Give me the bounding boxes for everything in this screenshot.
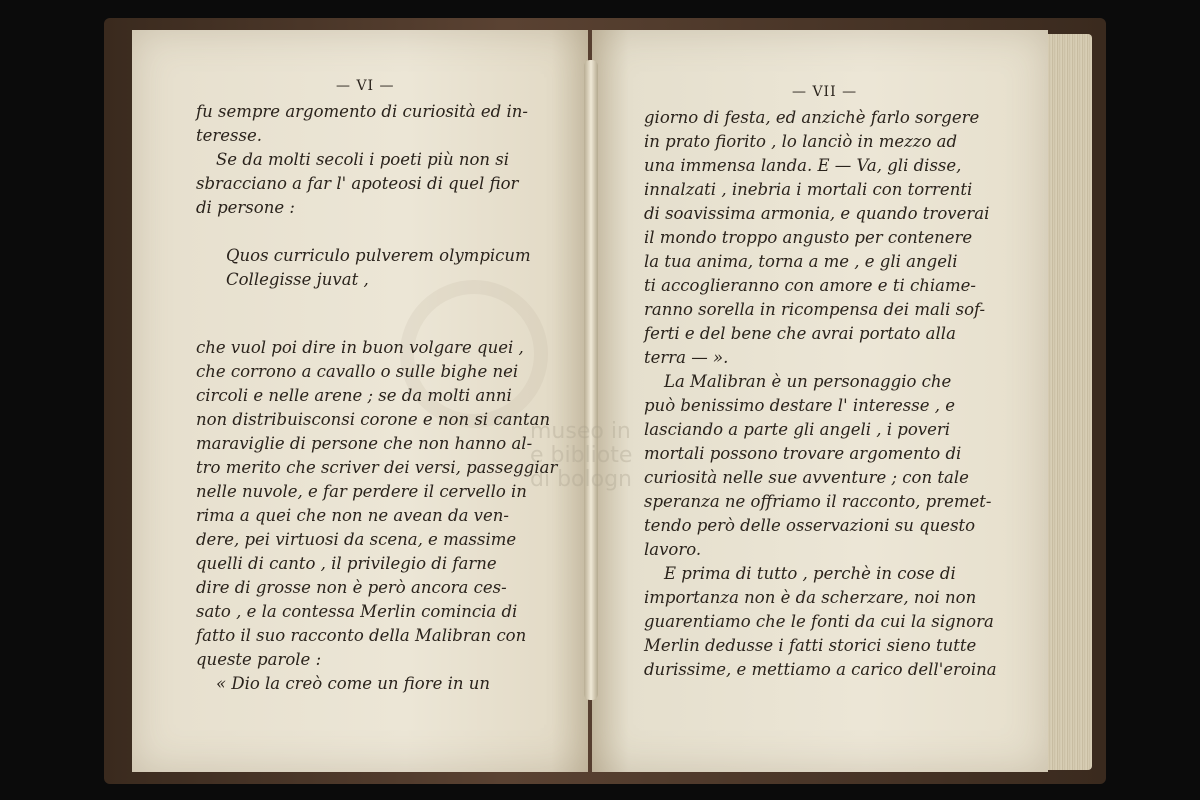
quote-line: Quos curriculo pulverem olympicum <box>226 246 531 265</box>
text-line: ferti e del bene che avrai portato alla <box>644 324 956 343</box>
text-line: importanza non è da scherzare, noi non <box>644 588 977 607</box>
text-line: teresse. <box>196 126 262 145</box>
text-line: Merlin dedusse i fatti storici sieno tutte <box>644 636 977 655</box>
text-line <box>196 292 536 336</box>
text-line: La Malibran è un personaggio che <box>664 372 952 391</box>
text-line: giorno di festa, ed anzichè farlo sorgere <box>644 108 980 127</box>
text-line: circoli e nelle arene ; se da molti anni <box>196 386 512 405</box>
page-edges <box>1048 34 1092 770</box>
text-line: tro merito che scriver dei versi, passeggiar <box>196 458 558 477</box>
text-line: lasciando a parte gli angeli , i poveri <box>644 420 951 439</box>
text-line: fatto il suo racconto della Malibran con <box>196 626 527 645</box>
text-line: speranza ne offriamo il racconto, premet- <box>644 492 992 511</box>
text-line: terra — ». <box>644 348 729 367</box>
watermark-line: e bibliote <box>530 443 633 468</box>
text-line: durissime, e mettiamo a carico dell'eroina <box>644 660 997 679</box>
text-line: dire di grosse non è però ancora ces- <box>196 578 507 597</box>
quote-line: Collegisse juvat , <box>226 270 369 289</box>
text-line: ranno sorella in ricompensa dei mali sof- <box>644 300 986 319</box>
text-line: « Dio la creò come un fiore in un <box>216 674 491 693</box>
text-line: sbracciano a far l' apoteosi di quel fior <box>196 174 519 193</box>
text-line: quelli di canto , il privilegio di farne <box>196 554 497 573</box>
text-line <box>196 220 536 244</box>
text-line: curiosità nelle sue avventure ; con tale <box>644 468 969 487</box>
text-line: innalzati , inebria i mortali con torrenti <box>644 180 973 199</box>
text-line: E prima di tutto , perchè in cose di <box>664 564 956 583</box>
left-page-number: — VI — <box>336 78 395 94</box>
left-page-text <box>196 100 558 696</box>
text-line: il mondo troppo angusto per contenere <box>644 228 973 247</box>
text-line: ti accoglieranno con amore e ti chiame- <box>644 276 976 295</box>
text-line: non distribuisconsi corone e non si cantan <box>196 410 551 429</box>
text-line: Se da molti secoli i poeti più non si <box>216 150 509 169</box>
text-line: di soavissima armonia, e quando troverai <box>644 204 990 223</box>
text-line: maraviglie di persone che non hanno al- <box>196 434 533 453</box>
text-line: dere, pei virtuosi da scena, e massime <box>196 530 517 549</box>
text-line: nelle nuvole, e far perdere il cervello in <box>196 482 527 501</box>
right-page-number: — VII — <box>792 84 858 100</box>
text-line: di persone : <box>196 198 295 217</box>
right-page-text <box>644 106 997 682</box>
text-line: lavoro. <box>644 540 702 559</box>
text-line: mortali possono trovare argomento di <box>644 444 962 463</box>
text-line: tendo però delle osservazioni su questo <box>644 516 976 535</box>
text-line: una immensa landa. E — Va, gli disse, <box>644 156 962 175</box>
watermark-line: museo in <box>530 419 631 444</box>
text-line: fu sempre argomento di curiosità ed in- <box>196 102 528 121</box>
text-line: sato , e la contessa Merlin comincia di <box>196 602 518 621</box>
text-line: può benissimo destare l' interesse , e <box>644 396 956 415</box>
text-line: che vuol poi dire in buon volgare quei , <box>196 338 524 357</box>
text-line: queste parole : <box>196 650 322 669</box>
text-line: guarentiamo che le fonti da cui la signora <box>644 612 994 631</box>
text-line: rima a quei che non ne avean da ven- <box>196 506 509 525</box>
watermark-line: di bologn <box>530 467 632 492</box>
text-line: in prato fiorito , lo lanciò in mezzo ad <box>644 132 958 151</box>
text-line: la tua anima, torna a me , e gli angeli <box>644 252 958 271</box>
text-line: che corrono a cavallo o sulle bighe nei <box>196 362 519 381</box>
